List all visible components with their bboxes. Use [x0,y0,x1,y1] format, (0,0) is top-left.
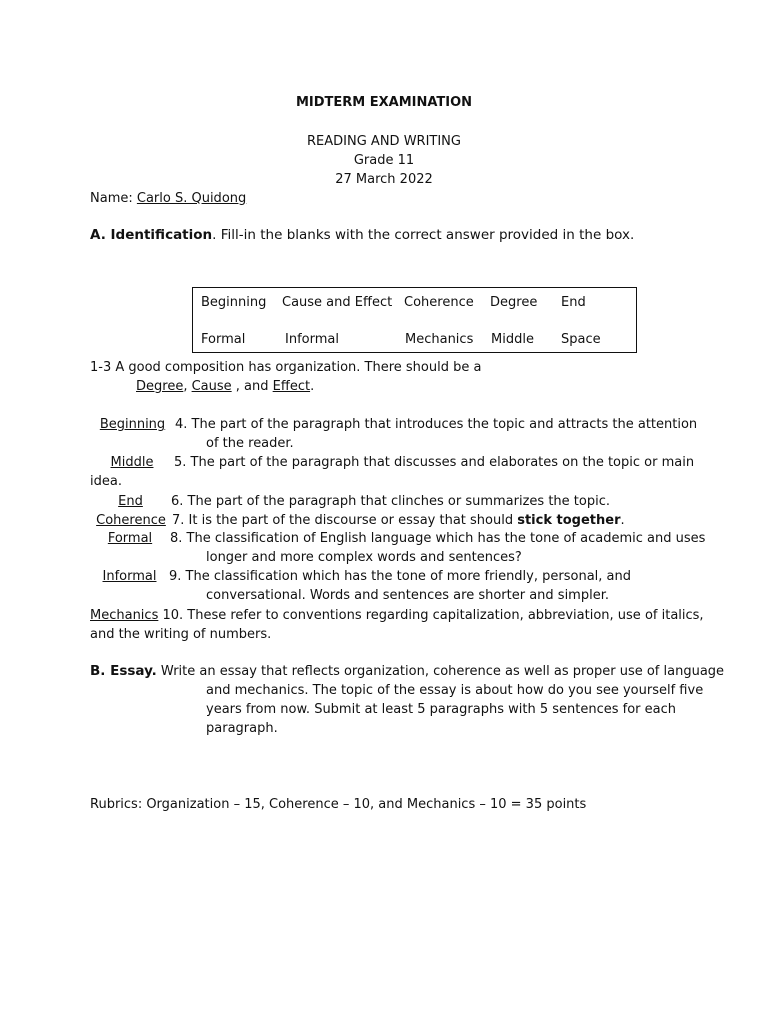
question-9-continued: conversational. Words and sentences are shorter and simpler. [206,588,609,603]
separator: , [183,379,192,394]
word-bank-item: Beginning [201,295,267,310]
question-10 [90,606,704,625]
separator: , and [231,379,273,394]
answer-8: Formal [107,531,153,546]
period: . [620,513,625,528]
question-5 [90,453,694,472]
word-bank-item: Middle [491,332,534,347]
answer-4: Beginning [99,417,166,432]
question-4-text: 4. The part of the paragraph that introduces the topic and attracts the attention [175,417,698,432]
word-bank-item: End [561,295,586,310]
question-7 [90,511,625,530]
name-label: Name: [90,191,133,206]
section-a-heading: A. Identification [90,227,213,243]
question-6 [90,492,610,511]
word-bank-item: Cause and Effect [282,295,393,310]
word-bank-item: Informal [285,332,339,347]
word-bank-box [192,287,637,353]
answer-6: End [118,494,143,509]
question-8 [90,529,705,548]
section-b-line-2: and mechanics. The topic of the essay is about how do you see yourself five [206,683,704,698]
name-line [90,189,246,208]
question-5-text: 5. The part of the paragraph that discusses and elaborates on the topic or main [174,455,695,470]
question-7-bold: stick together [517,513,621,528]
section-b-line-1 [90,662,724,681]
answer-1: Degree [136,379,184,394]
exam-subject: READING AND WRITING [307,134,461,149]
question-10-text: 10. These refer to conventions regarding capitalization, abbreviation, use of italics, [158,608,704,623]
question-9 [90,567,631,586]
word-bank-item: Coherence [404,295,474,310]
question-4 [90,415,697,434]
answer-10: Mechanics [90,608,159,623]
question-7-text: 7. It is the part of the discourse or essay that should [172,513,518,528]
answer-7: Coherence [96,513,166,528]
exam-grade: Grade 11 [353,153,415,168]
answer-9: Informal [102,569,157,584]
answer-5: Middle [110,455,154,470]
name-value: Carlo S. Quidong [136,191,247,206]
section-b-text: Write an essay that reflects organization, coherence as well as proper use of language [156,664,725,679]
question-4-continued: of the reader. [206,436,294,451]
section-b-line-3: years from now. Submit at least 5 paragraphs with 5 sentences for each [206,702,676,717]
rubrics-line: Rubrics: Organization – 15, Coherence – 10, and Mechanics – 10 = 35 points [90,797,587,812]
question-8-continued: longer and more complex words and sentences? [206,550,522,565]
exam-date: 27 March 2022 [335,172,433,187]
question-10-continued: and the writing of numbers. [90,627,272,642]
period: . [310,379,315,394]
answer-3: Effect [272,379,311,394]
section-a-instruction: . Fill-in the blanks with the correct answer provided in the box. [212,227,635,243]
answer-2: Cause [191,379,232,394]
word-bank-item: Degree [490,295,538,310]
word-bank-item: Mechanics [405,332,474,347]
section-a-heading-line [90,226,634,245]
section-b-heading: B. Essay. [90,663,157,679]
section-b-line-4: paragraph. [206,721,278,736]
exam-title: MIDTERM EXAMINATION [295,95,473,110]
word-bank-item: Space [561,332,601,347]
question-6-text: 6. The part of the paragraph that clinches or summarizes the topic. [171,494,610,509]
question-5-continued: idea. [90,474,122,489]
question-8-text: 8. The classification of English language which has the tone of academic and uses [170,531,706,546]
question-1-3: 1-3 A good composition has organization. There should be a [90,360,482,375]
question-1-3-answers [136,377,314,396]
question-9-text: 9. The classification which has the tone of more friendly, personal, and [169,569,631,584]
word-bank-item: Formal [201,332,246,347]
